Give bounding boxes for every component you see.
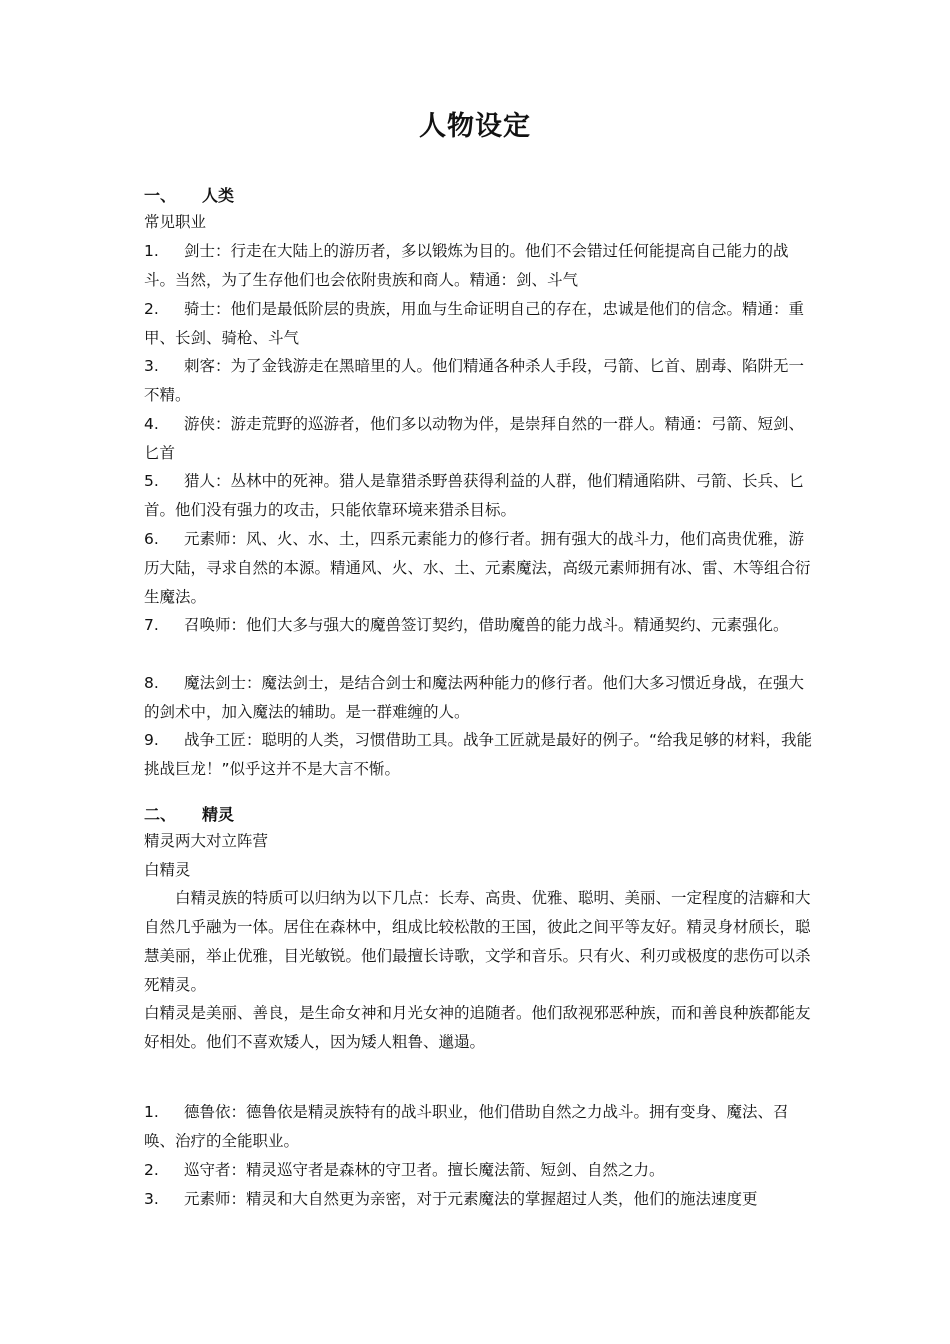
section-subtitle: 常见职业 [144,213,207,231]
list-item: 1. 德鲁依：德鲁依是精灵族特有的战斗职业，他们借助自然之力战斗。拥有变身、魔法、召唤、治疗的全能职业。 [144,1103,789,1150]
list-item: 4. 游侠：游走荒野的巡游者，他们多以动物为伴，是崇拜自然的一群人。精通：弓箭、短剑、匕首 [144,415,805,462]
list-item: 5. 猎人：丛林中的死神。猎人是靠猎杀野兽获得利益的人群，他们精通陷阱、弓箭、长兵、匕首。他们没有强力的攻击，只能依靠环境来猎杀目标。 [144,472,805,519]
list-item: 7. 召唤师：他们大多与强大的魔兽签订契约，借助魔兽的能力战斗。精通契约、元素强化。 [144,616,789,634]
paragraph: 白精灵族的特质可以归纳为以下几点：长寿、高贵、优雅、聪明、美丽、一定程度的洁癖和大自然几乎融为一体。居住在森林中，组成比较松散的王国，彼此之间平等友好。精灵身材颀长，聪慧美丽，举止优雅，目光敏锐。他们最擅长诗歌，文学和音乐。只有火、利刃或极度的悲伤可以杀死精灵。 [144,889,811,994]
list-item: 2. 巡守者：精灵巡守者是森林的守卫者。擅长魔法箭、短剑、自然之力。 [144,1161,665,1179]
section-number: 二、 [144,805,177,824]
section-heading-human [144,183,234,206]
list-item: 3. 刺客：为了金钱游走在黑暗里的人。他们精通各种杀人手段，弓箭、匕首、剧毒、陷阱无一不精。 [144,357,805,404]
section-subtitle: 精灵两大对立阵营 [144,832,269,850]
section-number: 一、 [144,186,177,205]
list-item: 1. 剑士：行走在大陆上的游历者，多以锻炼为目的。他们不会错过任何能提高自己能力的战斗。当然，为了生存他们也会依附贵族和商人。精通：剑、斗气 [144,242,789,289]
list-item: 2. 骑士：他们是最低阶层的贵族，用血与生命证明自己的存在，忠诚是他们的信念。精通：重甲、长剑、骑枪、斗气 [144,300,805,347]
section-title: 人类 [202,186,235,205]
paragraph: 白精灵是美丽、善良，是生命女神和月光女神的追随者。他们敌视邪恶种族，而和善良种族都能友好相处。他们不喜欢矮人，因为矮人粗鲁、邋遢。 [144,1004,811,1051]
list-item: 8. 魔法剑士：魔法剑士，是结合剑士和魔法两种能力的修行者。他们大多习惯近身战，在强大的剑术中，加入魔法的辅助。是一群难缠的人。 [144,674,805,721]
list-item: 9. 战争工匠：聪明的人类，习惯借助工具。战争工匠就是最好的例子。“给我足够的材料，我能挑战巨龙！”似乎这并不是大言不惭。 [144,731,813,778]
list-item: 6. 元素师：风、火、水、土，四系元素能力的修行者。拥有强大的战斗力，他们高贵优雅，游历大陆，寻求自然的本源。精通风、火、水、土、元素魔法，高级元素师拥有冰、雷、木等组合衍生魔法。 [144,530,811,606]
page-title: 人物设定 [419,111,531,142]
section-title: 精灵 [202,805,235,824]
faction-title: 白精灵 [144,861,191,879]
section-heading-elf [144,802,234,825]
list-item: 3. 元素师：精灵和大自然更为亲密，对于元素魔法的掌握超过人类，他们的施法速度更 [144,1190,758,1208]
